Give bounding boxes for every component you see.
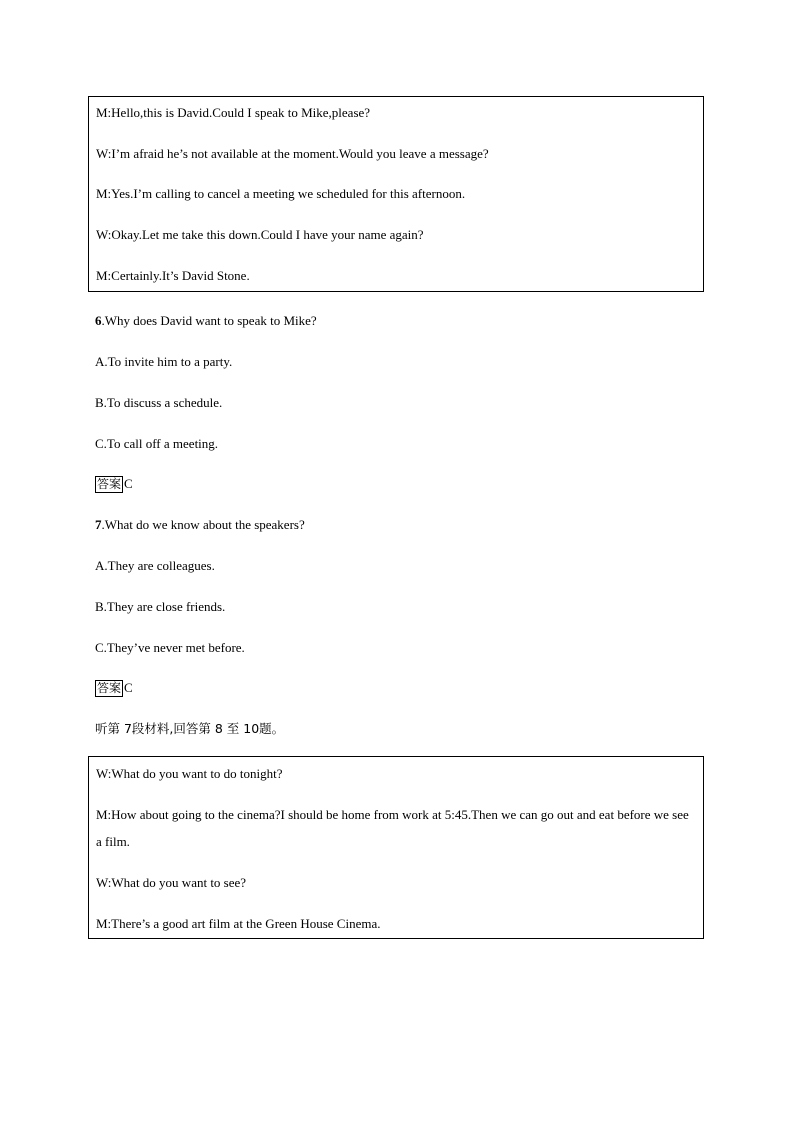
dialogue-line: W:Okay.Let me take this down.Could I have your name again? <box>96 227 424 242</box>
answer-label: 答案 <box>97 477 122 491</box>
dialogue-line: M:How about going to the cinema?I should be home from work at 5:45.Then we can go out and eat before we see a film. <box>96 807 689 849</box>
dialogue-line: M:Hello,this is David.Could I speak to Mike,please? <box>96 105 371 120</box>
answer-value: C <box>124 476 133 491</box>
question-number: 7 <box>95 517 102 532</box>
dialogue-line: W:I’m afraid he’s not available at the moment.Would you leave a message? <box>96 146 489 161</box>
answer-label: 答案 <box>97 681 122 695</box>
dialogue-line: W:What do you want to see? <box>96 875 247 890</box>
question-7 <box>95 517 305 533</box>
option-a: A.They are colleagues. <box>95 558 215 573</box>
question-6 <box>95 313 317 329</box>
answer-value: C <box>124 680 133 695</box>
dialogue-line: M:Certainly.It’s David Stone. <box>96 268 250 283</box>
dialogue-line: W:What do you want to do tonight? <box>96 766 283 781</box>
answer-7 <box>95 680 133 697</box>
option-b: B.To discuss a schedule. <box>95 395 223 410</box>
section-instruction: 听第 7段材料,回答第 8 至 10题。 <box>95 721 285 736</box>
option-c: C.To call off a meeting. <box>95 436 219 451</box>
dialogue-line: M:Yes.I’m calling to cancel a meeting we scheduled for this afternoon. <box>96 186 466 201</box>
dialogue-line: M:There’s a good art film at the Green House Cinema. <box>96 916 381 931</box>
option-c: C.They’ve never met before. <box>95 640 245 655</box>
question-text: .What do we know about the speakers? <box>101 517 305 532</box>
dialogue-box-2 <box>88 756 704 939</box>
answer-6 <box>95 476 133 493</box>
question-number: 6 <box>95 313 102 328</box>
option-b: B.They are close friends. <box>95 599 226 614</box>
dialogue-box-1 <box>88 96 704 292</box>
question-text: .Why does David want to speak to Mike? <box>101 313 317 328</box>
option-a: A.To invite him to a party. <box>95 354 233 369</box>
